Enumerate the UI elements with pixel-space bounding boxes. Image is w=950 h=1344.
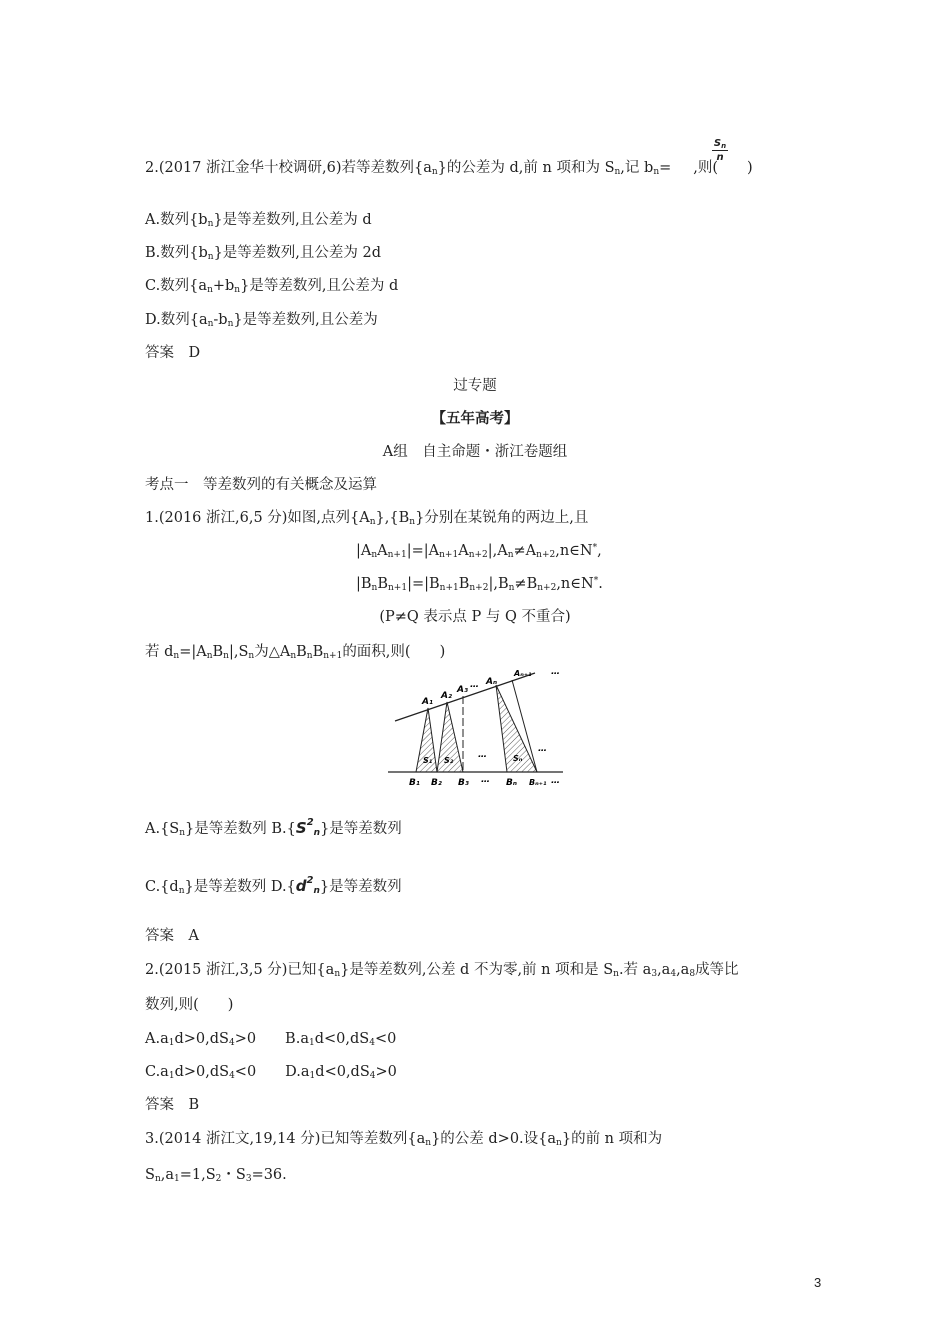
label-bn1: Bₙ₊₁ <box>529 778 547 787</box>
label-b1: B₁ <box>409 778 420 788</box>
label-an1: Aₙ₊₁ <box>514 669 532 678</box>
q2-answer: 答案 D <box>145 345 201 361</box>
s-squared-over-n: $S^2_n$ <box>295 817 321 838</box>
p1-options-ab: $A.\{S_n\}$是等差数列 $B.\{S^2_n\}$是等差数列 <box>145 817 402 838</box>
label-bn: Bₙ <box>506 778 517 788</box>
sn-over-n-fraction: $S_n$ n <box>713 138 727 163</box>
p1-equation-b: $|B_nB_{n+1}|=|B_{n+1}B_{n+2}|,B_n\ne B_{n+2},n\in N^*$. <box>356 576 603 593</box>
area-s2: S₂ <box>444 756 454 765</box>
label-dots-corner: … <box>551 667 560 677</box>
label-a1: A₁ <box>422 697 433 707</box>
p2-stem-line1: 2.(2015 浙江,3,5 分)已知$\{a_n\}$是等差数列,公差 d 不为零,前 n 项和是 $S_n$.若 $a_3,a_4,a_8$成等比 <box>145 962 739 979</box>
dots-middle: … <box>478 750 487 760</box>
q2-stem: 2.(2017 浙江金华十校调研,6)若等差数列$\{a_n\}$的公差为 d,前 n 项和为 $S_n$,记 $b_n=$ ,则( ) <box>145 160 753 177</box>
area-sn: Sₙ <box>513 754 523 763</box>
p1-note: (P≠Q 表示点 P 与 Q 不重合) <box>379 609 571 625</box>
p3-stem-line2: $S_n,a_1=1,S_2$・$S_3=36$. <box>145 1167 287 1184</box>
acute-angle-figure <box>385 665 570 795</box>
label-a2: A₂ <box>441 691 452 701</box>
label-dots-end: … <box>551 776 560 786</box>
label-dots-top: … <box>470 680 479 690</box>
p2-answer: 答案 B <box>145 1097 200 1113</box>
d-squared-over-n: $d^2_n$ <box>295 875 320 896</box>
p1-options-cd: $C.\{d_n\}$是等差数列 $D.\{d^2_n\}$是等差数列 <box>145 875 402 896</box>
upper-ray <box>395 673 535 721</box>
label-dots-bottom: … <box>481 775 490 785</box>
label-an: Aₙ <box>486 677 498 687</box>
p3-stem-line1: 3.(2014 浙江文,19,14 分)已知等差数列$\{a_n\}$的公差 d>0.设$\{a_n\}$的前 n 项和为 <box>145 1131 663 1148</box>
p1-question: 若 $d_n=|A_nB_n|,S_n$为$\triangle A_nB_nB_{n+1}$的面积,则( ) <box>145 644 446 661</box>
p2-stem-line2: 数列,则( ) <box>145 997 234 1013</box>
label-b2: B₂ <box>431 778 442 788</box>
area-s1: S₁ <box>423 756 433 765</box>
p2-options-ab: $A.a_1d>0,dS_4>0$ $B.a_1d<0,dS_4<0$ <box>145 1031 397 1048</box>
label-b3: B₃ <box>458 778 469 788</box>
q2-option-c: C.数列$\{a_n+b_n\}$是等差数列,且公差为 d <box>145 278 399 295</box>
group-title: A组 自主命题・浙江卷题组 <box>382 444 568 460</box>
section-subtitle: 【五年高考】 <box>431 410 519 427</box>
topic-heading: 考点一 等差数列的有关概念及运算 <box>145 477 377 493</box>
p1-answer: 答案 A <box>145 928 199 944</box>
dots-right: … <box>538 744 547 754</box>
section-title: 过专题 <box>453 378 497 394</box>
p1-stem: 1.(2016 浙江,6,5 分)如图,点列$\{A_n\},\{B_n\}$分别在某锐角的两边上,且 <box>145 510 589 527</box>
q2-option-b: B.数列$\{b_n\}$是等差数列,且公差为 2d <box>145 245 382 262</box>
p1-equation-a: $|A_nA_{n+1}|=|A_{n+1}A_{n+2}|,A_n\ne A_{n+2},n\in N^*$, <box>356 543 602 560</box>
q2-option-a: A.数列$\{b_n\}$是等差数列,且公差为 d <box>145 212 372 229</box>
q2-option-d: D.数列$\{a_n-b_n\}$是等差数列,且公差为 <box>145 312 378 329</box>
page-number: 3 <box>814 1275 822 1290</box>
p2-options-cd: $C.a_1d>0,dS_4<0$ $D.a_1d<0,dS_4>0$ <box>145 1064 397 1081</box>
label-a3: A₃ <box>457 685 468 695</box>
